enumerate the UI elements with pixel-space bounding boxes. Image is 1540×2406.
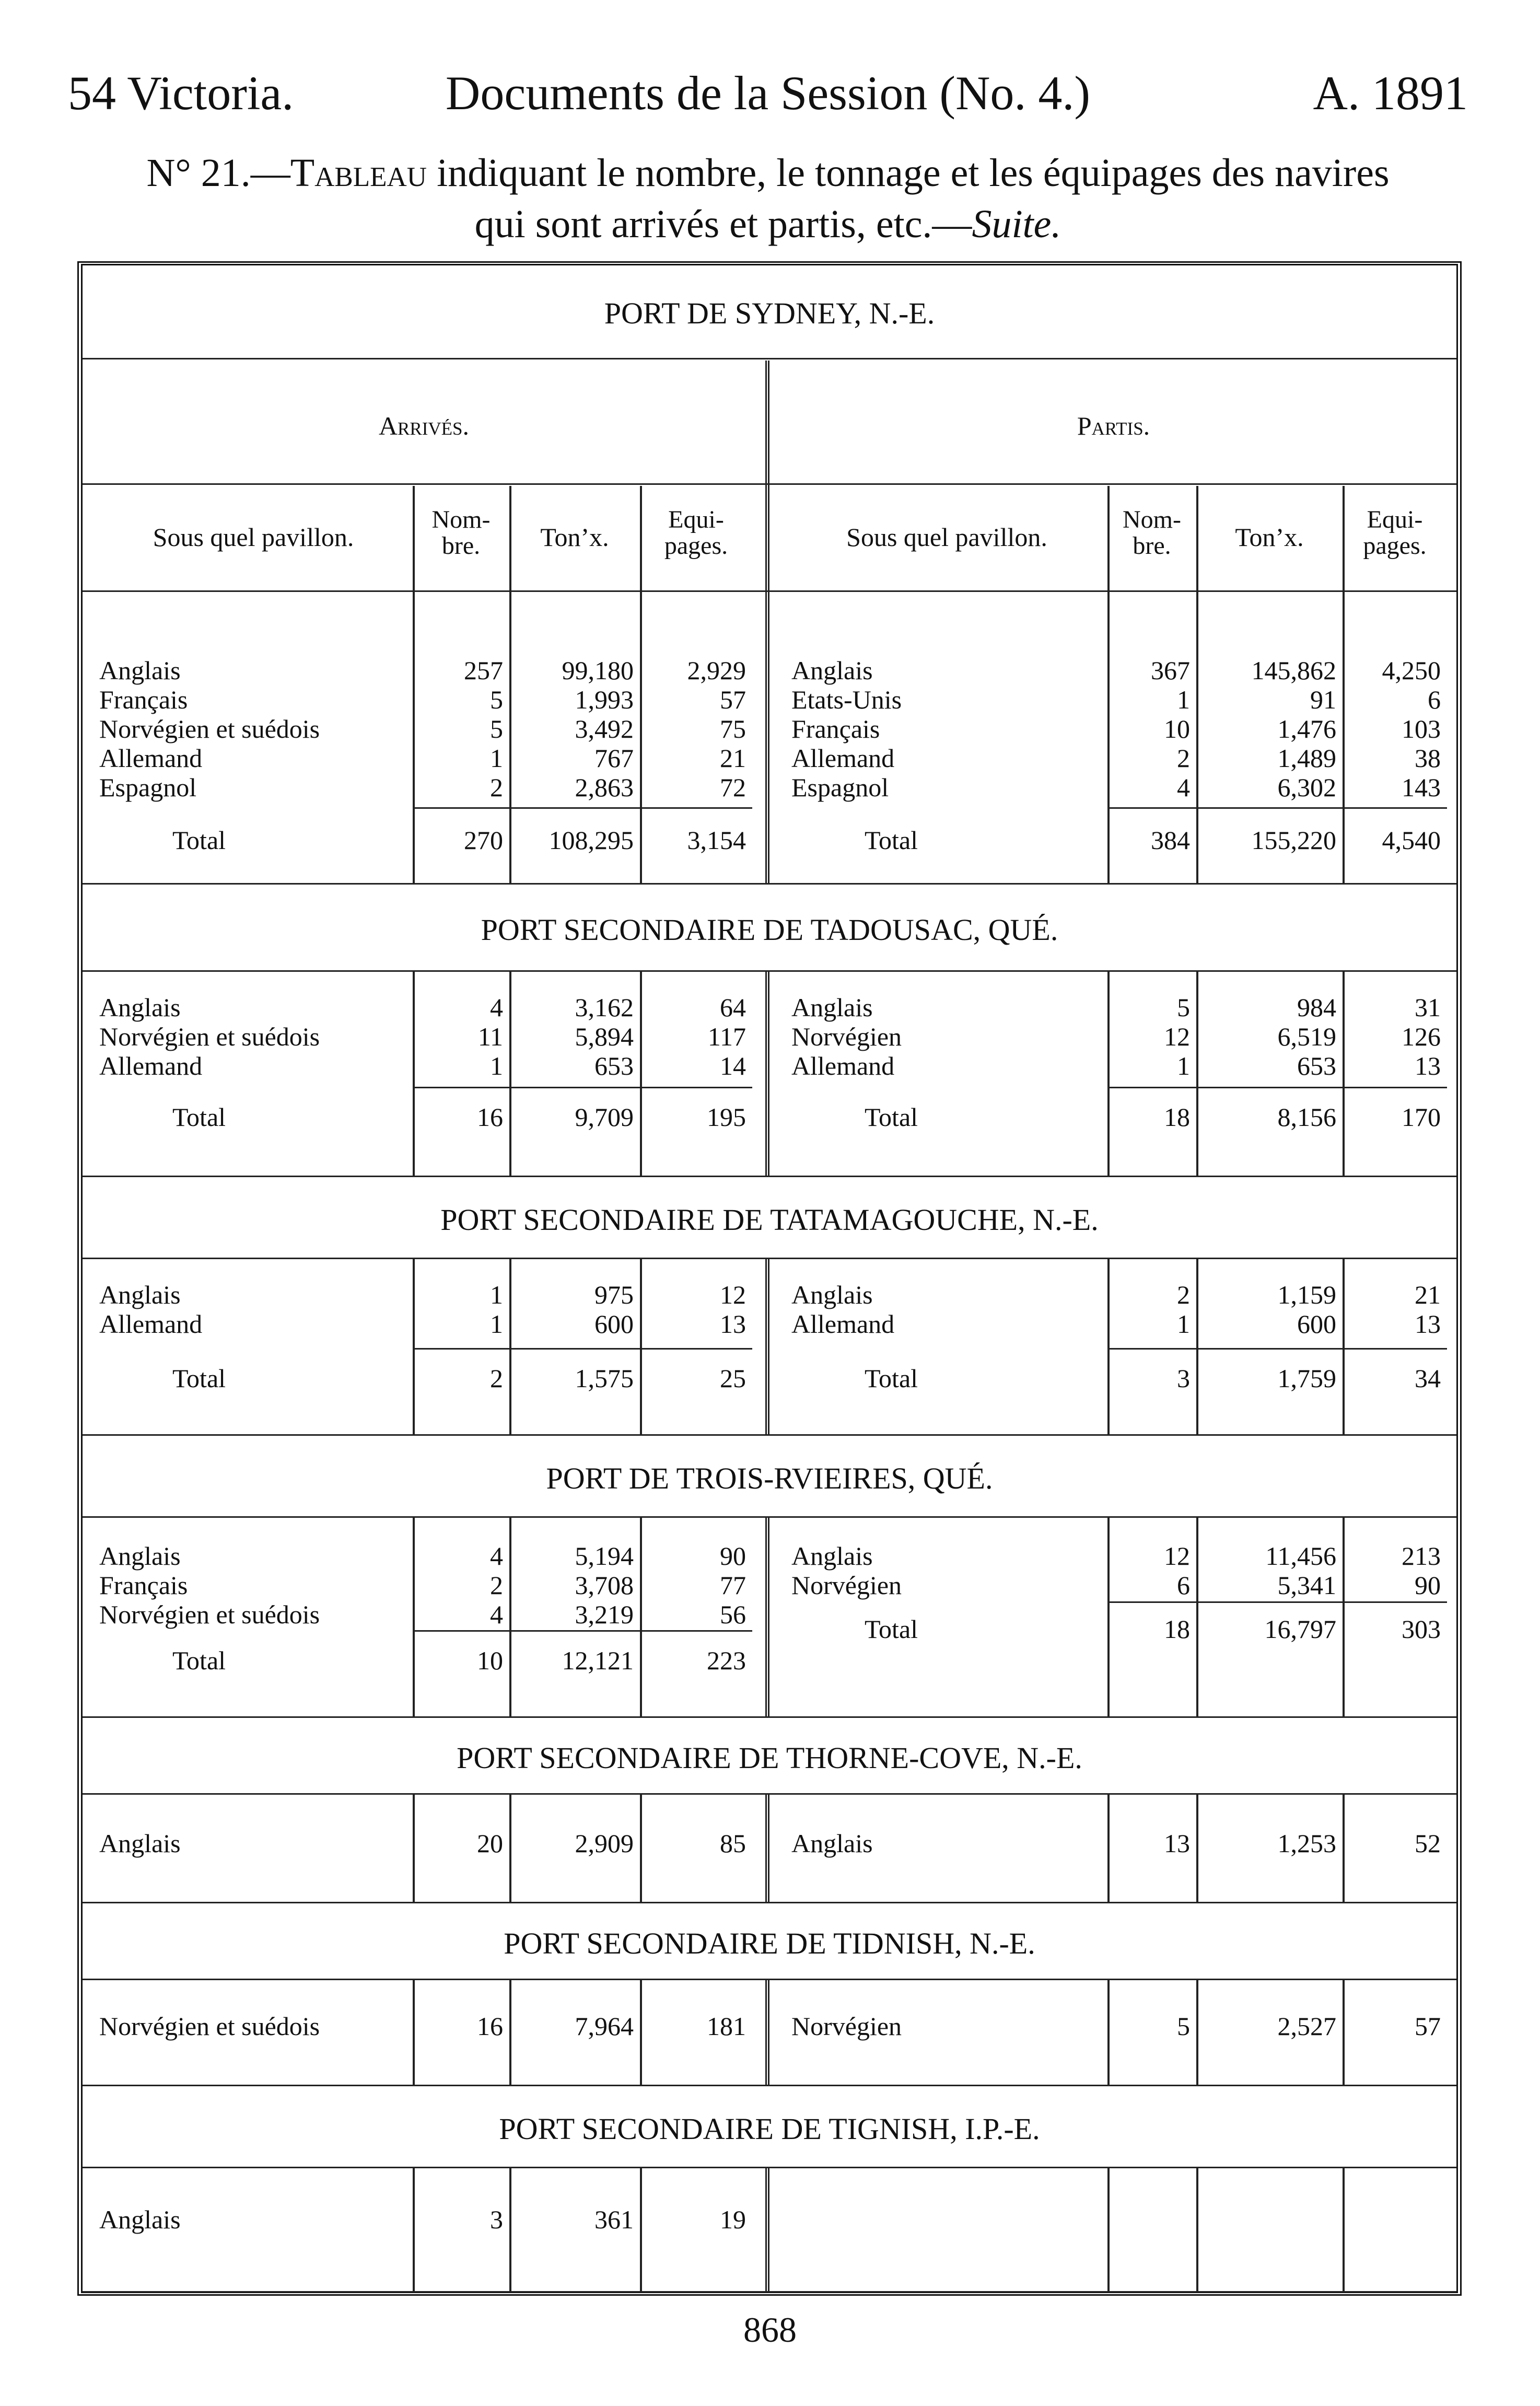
- arr-total-tonnage: 9,709: [575, 1102, 634, 1132]
- dep-total-nombre: 18: [1164, 1614, 1190, 1644]
- arr-tonnage: 99,180: [562, 656, 634, 685]
- dep-tonnage: 600: [1297, 1309, 1336, 1339]
- dep-total-nombre: 18: [1164, 1102, 1190, 1132]
- arr-flag-name: Espagnol: [99, 773, 197, 802]
- dep-equipages: 13: [1415, 1309, 1441, 1339]
- arr-tonnage: 7,964: [575, 2012, 634, 2041]
- dep-equipages: 213: [1402, 1541, 1441, 1571]
- section-title: PORT SECONDAIRE DE TADOUSAC, QUÉ.: [83, 888, 1456, 972]
- arr-flag-name: Norvégien et suédois: [99, 1600, 320, 1629]
- dep-equipages: 4,250: [1382, 656, 1441, 685]
- dep-subtotal-rule: [1107, 1087, 1447, 1088]
- arr-total-label: Total: [172, 1646, 226, 1675]
- dep-nombre: 5: [1177, 2012, 1190, 2041]
- arr-tonnage: 5,194: [575, 1541, 634, 1571]
- arr-tonnage: 975: [594, 1280, 634, 1309]
- arr-equipages: 21: [720, 743, 746, 773]
- arr-equipages: 72: [720, 773, 746, 802]
- arr-equipages: 12: [720, 1280, 746, 1309]
- header-session: 54 Victoria.: [68, 66, 294, 120]
- arr-tonnage: 2,909: [575, 1829, 634, 1858]
- dep-equipages: 31: [1415, 993, 1441, 1022]
- arr-tonnage: 3,708: [575, 1571, 634, 1600]
- dep-nombre: 10: [1164, 714, 1190, 743]
- section-title: PORT SECONDAIRE DE TIDNISH, N.-E.: [83, 1907, 1456, 1980]
- dep-total-label: Total: [865, 1102, 918, 1132]
- arr-equipages: 117: [707, 1022, 746, 1051]
- arr-total-nombre: 16: [477, 1102, 503, 1132]
- arr-total-equipages: 25: [720, 1364, 746, 1393]
- dep-equipages: 21: [1415, 1280, 1441, 1309]
- dep-total-tonnage: 16,797: [1264, 1614, 1336, 1644]
- arr-total-tonnage: 12,121: [562, 1646, 634, 1675]
- partis-header: Partis.: [1077, 411, 1150, 440]
- arr-nombre: 1: [490, 1280, 503, 1309]
- arr-nombre: 2: [490, 1571, 503, 1600]
- dep-col-equipages: Equi- pages.: [1363, 506, 1427, 560]
- dep-subtotal-rule: [1107, 1601, 1447, 1603]
- table-title: [68, 147, 1468, 250]
- dep-equipages: 57: [1415, 2012, 1441, 2041]
- page-number: 868: [743, 2310, 797, 2350]
- arr-equipages: 56: [720, 1600, 746, 1629]
- dep-tonnage: 1,489: [1277, 743, 1336, 773]
- arr-col-nombre: Nom- bre.: [431, 506, 491, 560]
- arr-subtotal-rule: [413, 1348, 752, 1350]
- group-header-rule: [83, 483, 1456, 485]
- arr-total-tonnage: 108,295: [549, 826, 634, 855]
- arr-flag-name: Anglais: [99, 2205, 181, 2234]
- dep-total-equipages: 170: [1402, 1102, 1441, 1132]
- dep-tonnage: 1,159: [1277, 1280, 1336, 1309]
- arr-total-label: Total: [172, 826, 226, 855]
- section-end-rule: [83, 1902, 1456, 1903]
- arr-total-label: Total: [172, 1102, 226, 1132]
- dep-flag-name: Norvégien: [791, 1571, 902, 1600]
- dep-col-nombre: Nom- bre.: [1123, 506, 1181, 560]
- dep-total-equipages: 34: [1415, 1364, 1441, 1393]
- dep-nombre: 6: [1177, 1571, 1190, 1600]
- dep-tonnage: 653: [1297, 1051, 1336, 1080]
- arr-tonnage: 2,863: [575, 773, 634, 802]
- section-title: PORT SECONDAIRE DE THORNE-COVE, N.-E.: [83, 1722, 1456, 1795]
- dep-subtotal-rule: [1107, 807, 1447, 809]
- dep-nombre: 12: [1164, 1022, 1190, 1051]
- dep-tonnage: 6,302: [1277, 773, 1336, 802]
- title-suite: Suite.: [972, 202, 1061, 246]
- dep-total-tonnage: 1,759: [1277, 1364, 1336, 1393]
- dep-total-label: Total: [865, 826, 918, 855]
- dep-equipages: 52: [1415, 1829, 1441, 1858]
- arr-equipages: 64: [720, 993, 746, 1022]
- dep-flag-name: Anglais: [791, 1829, 873, 1858]
- title-line1-rest: indiquant le nombre, le tonnage et les équipages des navires: [427, 151, 1390, 195]
- arr-tonnage: 653: [594, 1051, 634, 1080]
- arr-subtotal-rule: [413, 807, 752, 809]
- arr-tonnage: 767: [594, 743, 634, 773]
- section-end-rule: [83, 1716, 1456, 1718]
- table-frame: [77, 261, 1462, 2296]
- arr-equipages: 77: [720, 1571, 746, 1600]
- arr-equipages: 85: [720, 1829, 746, 1858]
- arr-total-equipages: 223: [707, 1646, 746, 1675]
- arr-nombre: 4: [490, 1600, 503, 1629]
- arr-flag-name: Anglais: [99, 993, 181, 1022]
- arr-tonnage: 3,492: [575, 714, 634, 743]
- center-double-rule: [765, 1518, 769, 1716]
- column-header-rule: [83, 590, 1456, 592]
- arr-flag-name: Norvégien et suédois: [99, 2012, 320, 2041]
- arr-equipages: 2,929: [687, 656, 746, 685]
- dep-nombre: 1: [1177, 685, 1190, 714]
- arr-flag-name: Norvégien et suédois: [99, 1022, 320, 1051]
- dep-equipages: 126: [1402, 1022, 1441, 1051]
- dep-flag-name: Norvégien: [791, 1022, 902, 1051]
- column-rule: [1343, 2168, 1345, 2291]
- arr-flag-name: Français: [99, 685, 188, 714]
- arr-tonnage: 1,993: [575, 685, 634, 714]
- column-rule: [1196, 2168, 1198, 2291]
- arr-nombre: 257: [464, 656, 503, 685]
- dep-tonnage: 5,341: [1277, 1571, 1336, 1600]
- arr-total-nombre: 270: [464, 826, 503, 855]
- title-line-1: [68, 147, 1468, 199]
- arr-flag-name: Anglais: [99, 656, 181, 685]
- dep-nombre: 2: [1177, 1280, 1190, 1309]
- dep-nombre: 367: [1151, 656, 1190, 685]
- dep-tonnage: 6,519: [1277, 1022, 1336, 1051]
- center-double-rule: [765, 1795, 769, 1902]
- arr-total-nombre: 2: [490, 1364, 503, 1393]
- arr-flag-name: Norvégien et suédois: [99, 714, 320, 743]
- arr-subtotal-rule: [413, 1087, 752, 1088]
- dep-equipages: 13: [1415, 1051, 1441, 1080]
- dep-equipages: 90: [1415, 1571, 1441, 1600]
- dep-total-nombre: 384: [1151, 826, 1190, 855]
- dep-total-label: Total: [865, 1614, 918, 1644]
- title-line-2: [68, 199, 1468, 250]
- running-header: [68, 65, 1468, 128]
- dep-nombre: 5: [1177, 993, 1190, 1022]
- arr-col-pavillon: Sous quel pavillon.: [153, 522, 354, 552]
- arr-total-label: Total: [172, 1364, 226, 1393]
- header-documents: Documents de la Session (No. 4.): [445, 66, 1091, 120]
- arr-nombre: 2: [490, 773, 503, 802]
- arr-tonnage: 361: [594, 2205, 634, 2234]
- arr-flag-name: Français: [99, 1571, 188, 1600]
- arr-equipages: 181: [707, 2012, 746, 2041]
- dep-nombre: 1: [1177, 1309, 1190, 1339]
- arr-equipages: 90: [720, 1541, 746, 1571]
- dep-flag-name: Anglais: [791, 1280, 873, 1309]
- arr-nombre: 1: [490, 743, 503, 773]
- arr-nombre: 16: [477, 2012, 503, 2041]
- arr-col-tonnage: Ton’x.: [540, 522, 609, 552]
- dep-flag-name: Anglais: [791, 1541, 873, 1571]
- dep-equipages: 38: [1415, 743, 1441, 773]
- dep-equipages: 6: [1428, 685, 1441, 714]
- section-title: PORT DE TROIS-RVIEIRES, QUÉ.: [83, 1439, 1456, 1518]
- section-end-rule: [83, 883, 1456, 885]
- arr-total-equipages: 3,154: [687, 826, 746, 855]
- arr-flag-name: Anglais: [99, 1829, 181, 1858]
- dep-flag-name: Allemand: [791, 1309, 895, 1339]
- dep-subtotal-rule: [1107, 1348, 1447, 1350]
- arr-flag-name: Allemand: [99, 743, 203, 773]
- arr-equipages: 14: [720, 1051, 746, 1080]
- arr-equipages: 75: [720, 714, 746, 743]
- arr-flag-name: Anglais: [99, 1541, 181, 1571]
- dep-flag-name: Etats-Unis: [791, 685, 902, 714]
- arr-tonnage: 3,219: [575, 1600, 634, 1629]
- dep-tonnage: 1,253: [1277, 1829, 1336, 1858]
- arr-tonnage: 5,894: [575, 1022, 634, 1051]
- title-number: N° 21.—: [146, 151, 290, 195]
- dep-tonnage: 11,456: [1265, 1541, 1336, 1571]
- dep-tonnage: 2,527: [1277, 2012, 1336, 2041]
- dep-nombre: 12: [1164, 1541, 1190, 1571]
- arr-nombre: 11: [477, 1022, 503, 1051]
- dep-equipages: 143: [1402, 773, 1441, 802]
- arr-nombre: 5: [490, 685, 503, 714]
- section-end-rule: [83, 2291, 1456, 2293]
- arr-equipages: 57: [720, 685, 746, 714]
- title-line2-text: qui sont arrivés et partis, etc.—: [474, 202, 972, 246]
- section-end-rule: [83, 2085, 1456, 2086]
- arr-total-equipages: 195: [707, 1102, 746, 1132]
- arr-nombre: 4: [490, 993, 503, 1022]
- dep-nombre: 13: [1164, 1829, 1190, 1858]
- dep-tonnage: 1,476: [1277, 714, 1336, 743]
- section-title-rule: [83, 358, 1456, 359]
- column-rule: [1107, 2168, 1110, 2291]
- dep-tonnage: 91: [1310, 685, 1336, 714]
- dep-tonnage: 145,862: [1251, 656, 1336, 685]
- dep-total-tonnage: 8,156: [1277, 1102, 1336, 1132]
- arr-flag-name: Allemand: [99, 1309, 203, 1339]
- arr-subtotal-rule: [413, 1630, 752, 1632]
- center-double-rule: [765, 1259, 769, 1434]
- dep-total-equipages: 4,540: [1382, 826, 1441, 855]
- dep-col-tonnage: Ton’x.: [1235, 522, 1304, 552]
- dep-flag-name: Norvégien: [791, 2012, 902, 2041]
- dep-flag-name: Anglais: [791, 656, 873, 685]
- section-title: PORT DE SYDNEY, N.-E.: [604, 296, 935, 330]
- dep-tonnage: 984: [1297, 993, 1336, 1022]
- section-title: PORT SECONDAIRE DE TIGNISH, I.P.-E.: [83, 2090, 1456, 2168]
- dep-flag-name: Français: [791, 714, 880, 743]
- dep-nombre: 2: [1177, 743, 1190, 773]
- arr-total-nombre: 10: [477, 1646, 503, 1675]
- arr-flag-name: Allemand: [99, 1051, 203, 1080]
- dep-flag-name: Allemand: [791, 743, 895, 773]
- dep-total-equipages: 303: [1402, 1614, 1441, 1644]
- center-double-rule: [765, 361, 769, 883]
- arr-col-equipages: Equi- pages.: [664, 506, 728, 560]
- dep-flag-name: Espagnol: [791, 773, 889, 802]
- center-double-rule: [765, 2168, 769, 2291]
- dep-total-nombre: 3: [1177, 1364, 1190, 1393]
- center-double-rule: [765, 1980, 769, 2085]
- dep-total-label: Total: [865, 1364, 918, 1393]
- arr-nombre: 1: [490, 1051, 503, 1080]
- dep-flag-name: Anglais: [791, 993, 873, 1022]
- dep-equipages: 103: [1402, 714, 1441, 743]
- dep-nombre: 4: [1177, 773, 1190, 802]
- arr-tonnage: 3,162: [575, 993, 634, 1022]
- title-word: Tableau: [290, 151, 427, 195]
- arr-equipages: 13: [720, 1309, 746, 1339]
- arr-nombre: 4: [490, 1541, 503, 1571]
- header-year: A. 1891: [1313, 66, 1468, 120]
- dep-total-tonnage: 155,220: [1251, 826, 1336, 855]
- dep-flag-name: Allemand: [791, 1051, 895, 1080]
- dep-nombre: 1: [1177, 1051, 1190, 1080]
- arr-nombre: 5: [490, 714, 503, 743]
- arr-equipages: 19: [720, 2205, 746, 2234]
- arr-nombre: 1: [490, 1309, 503, 1339]
- center-double-rule: [765, 972, 769, 1176]
- arr-tonnage: 600: [594, 1309, 634, 1339]
- section-title: PORT SECONDAIRE DE TATAMAGOUCHE, N.-E.: [83, 1181, 1456, 1259]
- arr-nombre: 3: [490, 2205, 503, 2234]
- section-end-rule: [83, 1176, 1456, 1177]
- arr-total-tonnage: 1,575: [575, 1364, 634, 1393]
- arr-nombre: 20: [477, 1829, 503, 1858]
- section-end-rule: [83, 1434, 1456, 1436]
- dep-col-pavillon: Sous quel pavillon.: [846, 522, 1047, 552]
- arr-flag-name: Anglais: [99, 1280, 181, 1309]
- arrives-header: Arrivés.: [378, 411, 470, 440]
